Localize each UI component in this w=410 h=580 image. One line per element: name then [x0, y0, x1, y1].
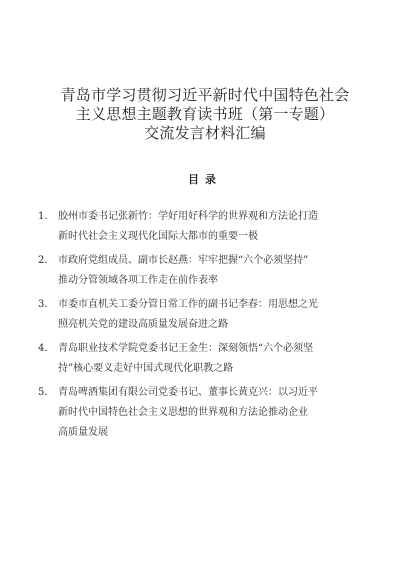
toc-item-text: 市委市直机关工委分管日常工作的副书记李春：用思想之光	[58, 299, 318, 310]
toc-item-text: 胶州市委书记张新竹：学好用好科学的世界观和方法论打造	[58, 211, 318, 222]
toc-item-text: 持”核心要义走好中国式现代化职教之路	[58, 363, 234, 374]
title-line-3: 交流发言材料汇编	[144, 124, 266, 142]
toc-item-text: 青岛啤酒集团有限公司党委书记、董事长黄克兴：以习近平	[58, 387, 318, 398]
document-title	[30, 86, 380, 143]
toc-item-number: 2．	[38, 255, 55, 266]
title-line-1: 青岛市学习贯彻习近平新时代中国特色社会	[60, 86, 350, 104]
toc-item	[38, 207, 378, 247]
toc-item	[38, 383, 378, 443]
toc-item	[38, 295, 378, 335]
toc-item-text: 推动分管领域各项工作走在前作表率	[58, 275, 218, 286]
toc-item	[38, 339, 378, 379]
title-line-2: 主义思想主题教育读书班（第一专题）	[75, 105, 335, 123]
toc-item-number: 5．	[38, 387, 55, 398]
toc-item-text: 青岛职业技术学院党委书记王金生：深刻领悟“六个必须坚	[58, 343, 314, 354]
toc-item-text: 新时代中国特色社会主义思想的世界观和方法论推动企业	[58, 407, 308, 418]
toc-heading: 目录	[188, 173, 222, 186]
toc-item-text: 市政府党组成员、副市长赵燕：牢牢把握“六个必须坚持”	[58, 255, 309, 266]
toc-item-text: 新时代社会主义现代化国际大都市的重要一极	[58, 231, 258, 242]
toc-item-number: 3．	[38, 299, 55, 310]
toc-item-number: 4．	[38, 343, 55, 354]
toc-item-text: 高质量发展	[58, 427, 108, 438]
toc-item	[38, 251, 378, 291]
toc-item-number: 1．	[38, 211, 55, 222]
table-of-contents	[38, 207, 378, 447]
toc-item-text: 照亮机关党的建设高质量发展奋进之路	[58, 319, 228, 330]
